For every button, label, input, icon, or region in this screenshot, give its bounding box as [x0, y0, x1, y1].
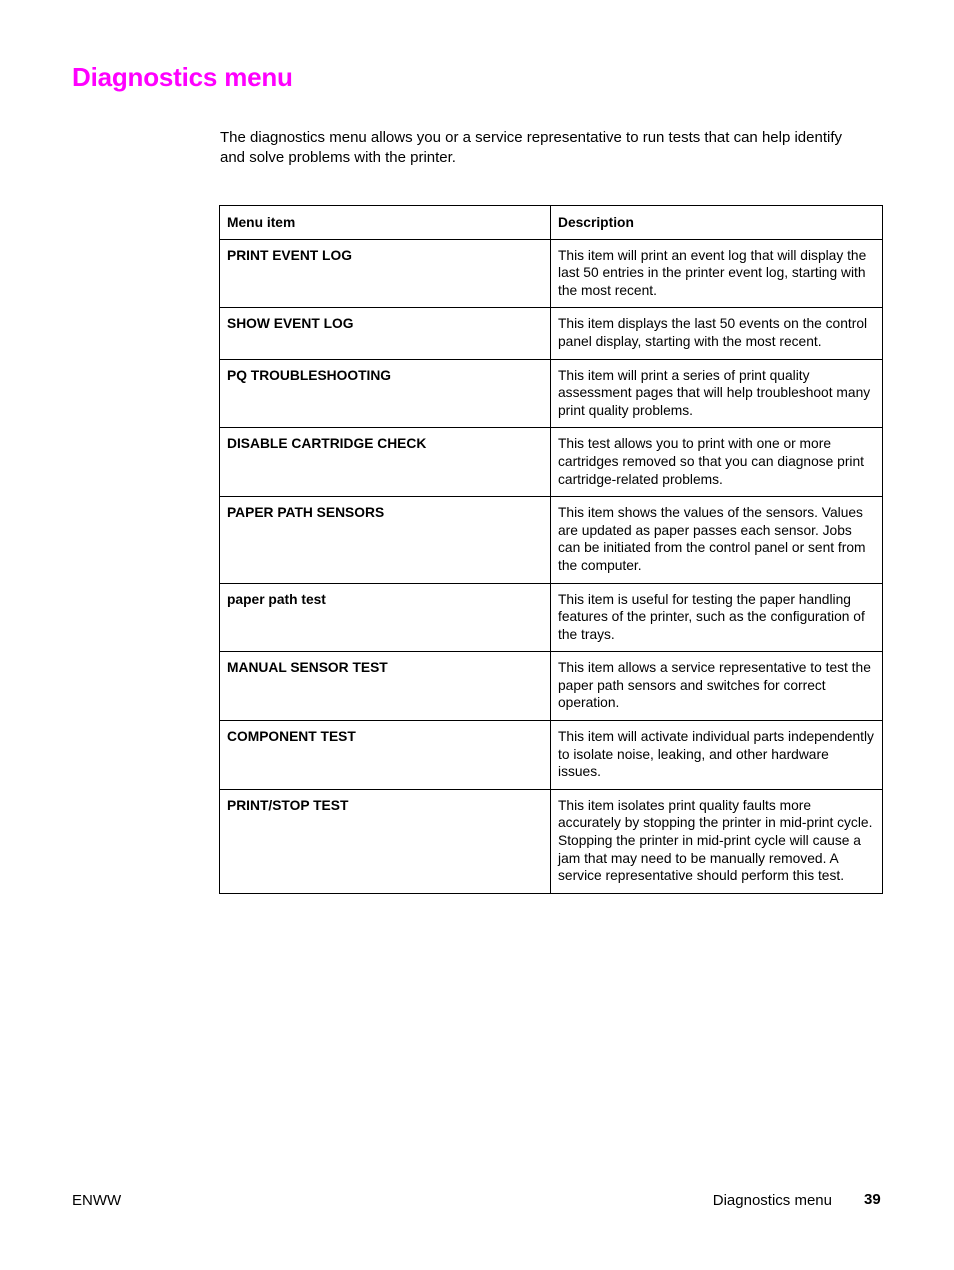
- description-cell: This item isolates print quality faults more accurately by stopping the printer in mid-print cycle. Stopping the printer in mid-print cycle will cause a jam that may need to be manually removed. A service representative should perform this test.: [551, 789, 883, 893]
- table-row: [220, 239, 883, 308]
- description-cell: This item shows the values of the sensors. Values are updated as paper passes each sensor. Jobs can be initiated from the control panel or sent from the computer.: [551, 497, 883, 583]
- footer-enww: ENWW: [72, 1192, 122, 1209]
- description-cell: This test allows you to print with one or more cartridges removed so that you can diagnose print cartridge-related problems.: [551, 428, 883, 497]
- menu-item-cell: SHOW EVENT LOG: [220, 308, 551, 359]
- table-row: [220, 721, 883, 790]
- description-cell: This item will print an event log that will display the last 50 entries in the printer event log, starting with the most recent.: [551, 239, 883, 308]
- header-menu-item: Menu item: [220, 206, 551, 240]
- table-row: [220, 652, 883, 721]
- menu-item-cell: PRINT/STOP TEST: [220, 789, 551, 893]
- diagnostics-menu-table: [219, 205, 883, 894]
- description-cell: This item is useful for testing the paper handling features of the printer, such as the configuration of the trays.: [551, 583, 883, 652]
- menu-item-cell: paper path test: [220, 583, 551, 652]
- menu-item-cell: COMPONENT TEST: [220, 721, 551, 790]
- table-row: [220, 308, 883, 359]
- table-header-row: [220, 206, 883, 240]
- footer-page-number: 39: [864, 1191, 881, 1208]
- menu-item-cell: PRINT EVENT LOG: [220, 239, 551, 308]
- table-row: [220, 359, 883, 428]
- description-cell: This item will print a series of print quality assessment pages that will help troubleshoot many print quality problems.: [551, 359, 883, 428]
- footer-section-title: Diagnostics menu: [712, 1192, 832, 1209]
- menu-item-cell: DISABLE CARTRIDGE CHECK: [220, 428, 551, 497]
- table-row: [220, 497, 883, 583]
- menu-item-cell: PAPER PATH SENSORS: [220, 497, 551, 583]
- description-cell: This item allows a service representative to test the paper path sensors and switches for correct operation.: [551, 652, 883, 721]
- menu-item-cell: MANUAL SENSOR TEST: [220, 652, 551, 721]
- table-row: [220, 789, 883, 893]
- header-description: Description: [551, 206, 883, 240]
- table-row: [220, 583, 883, 652]
- page-title: Diagnostics menu: [72, 62, 293, 92]
- menu-item-cell: PQ TROUBLESHOOTING: [220, 359, 551, 428]
- description-cell: This item displays the last 50 events on the control panel display, starting with the most recent.: [551, 308, 883, 359]
- table-row: [220, 428, 883, 497]
- description-cell: This item will activate individual parts independently to isolate noise, leaking, and other hardware issues.: [551, 721, 883, 790]
- intro-paragraph: The diagnostics menu allows you or a service representative to run tests that can help identify and solve problems with the printer.: [220, 129, 842, 166]
